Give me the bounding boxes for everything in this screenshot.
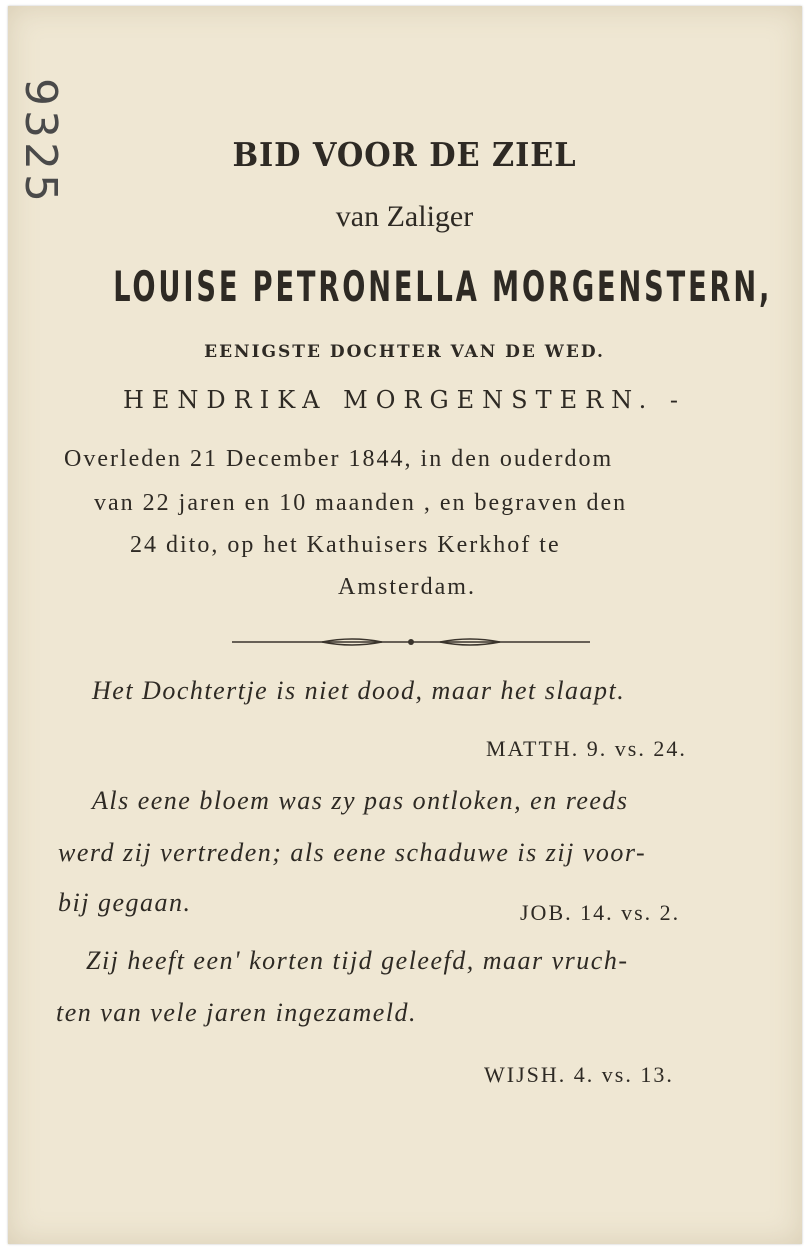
handwritten-number: 9325 xyxy=(15,78,66,206)
relation-line: EENIGSTE DOCHTER VAN DE WED. xyxy=(204,342,605,362)
quote-1-line-1: Het Dochtertje is niet dood, maar het slaapt. xyxy=(92,676,626,705)
quote-3-line-2: ten van vele jaren ingezameld. xyxy=(56,998,417,1027)
card-subheading: van Zaliger xyxy=(335,200,474,233)
quote-2-line-1: Als eene bloem was zy pas ontloken, en reeds xyxy=(92,786,629,815)
quote-3-reference: WIJSH. 4. vs. 13. xyxy=(484,1062,674,1087)
details-line-3: 24 dito, op het Kathuisers Kerkhof te xyxy=(130,532,561,558)
quote-2-reference: JOB. 14. vs. 2. xyxy=(520,900,681,925)
quote-2-line-2: werd zij vertreden; als eene schaduwe is zij voor- xyxy=(58,838,647,867)
memorial-card xyxy=(8,6,802,1244)
details-line-2: van 22 jaren en 10 maanden , en begraven den xyxy=(94,490,628,516)
details-line-4: Amsterdam. xyxy=(338,574,476,600)
details-line-1: Overleden 21 December 1844, in den ouderdom xyxy=(64,446,614,472)
quote-2-line-3: bij gegaan. xyxy=(58,888,192,917)
deceased-name: LOUISE PETRONELLA MORGENSTERN, xyxy=(113,262,773,311)
quote-3-line-1: Zij heeft een' korten tijd geleefd, maar vruch- xyxy=(86,946,629,975)
ornamental-divider xyxy=(232,636,590,648)
card-heading: BID VOOR DE ZIEL xyxy=(232,135,577,174)
mother-name: HENDRIKA MORGENSTERN. - xyxy=(122,386,687,414)
quote-1-reference: MATTH. 9. vs. 24. xyxy=(486,736,687,761)
